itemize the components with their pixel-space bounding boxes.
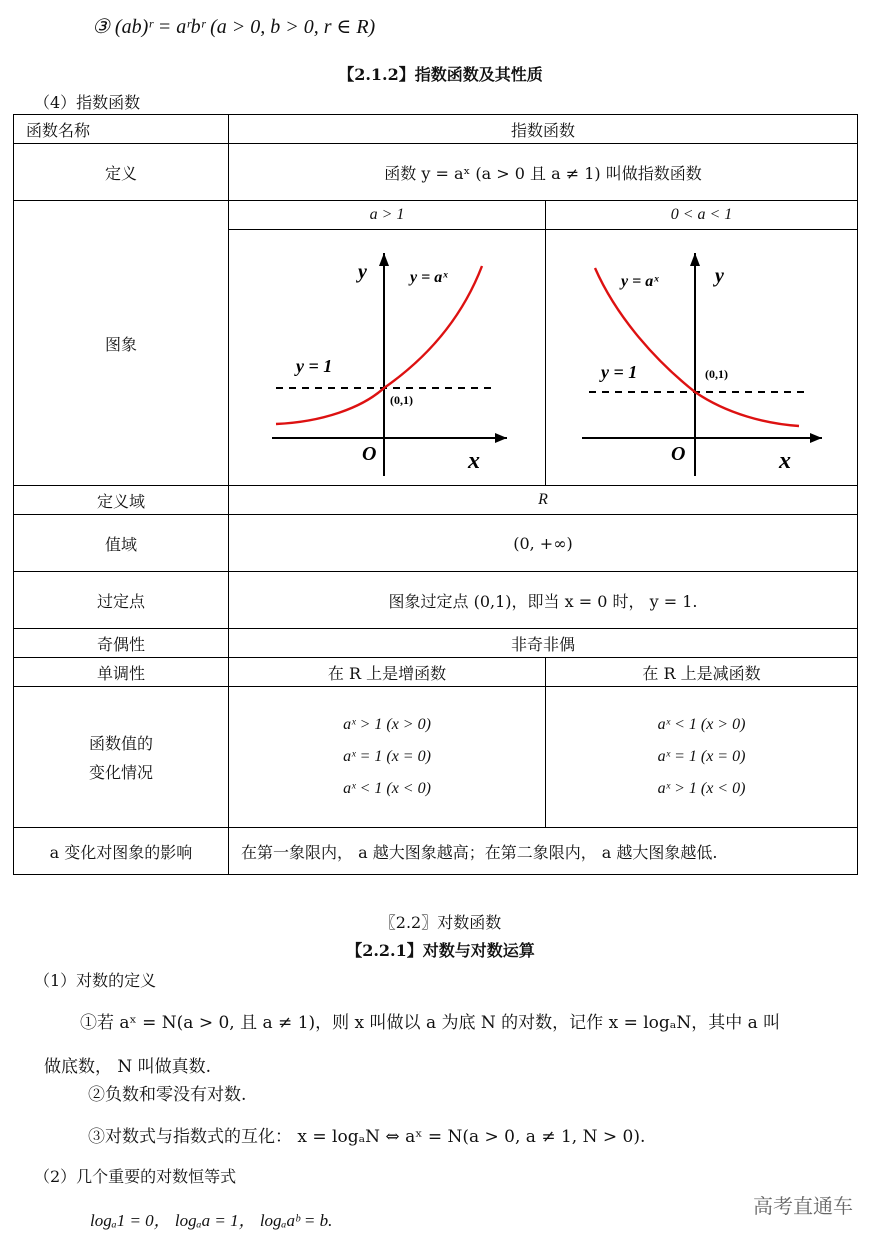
origin-label: O [670,442,685,465]
x-axis-label: x [778,447,791,474]
range-label: 值域 [14,515,229,572]
value-change-decreasing [546,687,858,828]
x-axis-label: x [468,447,480,474]
paragraph-definition: ①若 aˣ = N(a > 0, 且 a ≠ 1)，则 x 叫做以 a 为底 N 的对数，记作 x = logₐN，其中 a 叫 [80,1013,781,1033]
value-change-label [14,687,229,828]
change-line: aˣ < 1 (x > 0) [657,716,746,733]
section-title-2-1-2: 【2.1.2】指数函数及其性质 [338,65,543,84]
item-1-heading: （1）对数的定义 [34,971,157,990]
y-axis-arrow-icon [690,253,700,266]
header-function-name: 函数名称 [14,115,229,144]
domain-value: R [229,486,858,515]
section-title-2-2-1: 【2.2.1】对数与对数运算 [346,941,535,960]
fixed-point-row-label: 过定点 [14,572,229,629]
value-change-increasing [229,687,546,828]
change-line: aˣ > 1 (x < 0) [657,780,746,797]
paragraph-conversion: ③对数式与指数式的互化： x = logₐN ⇔ aˣ = N(a > 0, a ≠ 1, N > 0). [88,1127,646,1147]
fixed-point-label: (0,1) [390,392,413,407]
curve-label: y = aˣ [410,268,448,286]
parity-value: 非奇非偶 [229,629,858,658]
definition-value: 函数 y = aˣ (a > 0 且 a ≠ 1) 叫做指数函数 [229,144,858,201]
item-2-heading: （2）几个重要的对数恒等式 [34,1167,237,1186]
monotonicity-decreasing: 在 R 上是减函数 [546,658,858,687]
x-axis-arrow-icon [495,433,507,443]
graph-label: 图象 [14,201,229,486]
domain-label: 定义域 [14,486,229,515]
paragraph-definition-cont: 做底数， N 叫做真数. [44,1057,212,1077]
log-identities: logₐ1 = 0， logₐa = 1， logₐaᵇ = b. [90,1211,333,1230]
watermark-text: 高考直通车 [753,1194,853,1218]
range-value: (0, +∞) [229,515,858,572]
y-axis-label: y [714,264,724,287]
section-title-2-2: 〖2.2〗对数函数 [379,913,502,932]
case-a-greater-1: a > 1 [229,201,546,230]
curve-label: y = aˣ [620,272,659,290]
parity-label: 奇偶性 [14,629,229,658]
exponential-curve [276,266,482,424]
line-label: y = 1 [296,355,333,376]
case-a-between-0-1: 0 < a < 1 [546,201,858,230]
value-change-label-line2: 变化情况 [88,763,153,782]
exponential-function-table [13,114,858,875]
header-exponential-function: 指数函数 [229,115,858,144]
effect-label: a 变化对图象的影响 [14,828,229,875]
line-label: y = 1 [600,361,637,382]
monotonicity-label: 单调性 [14,658,229,687]
decreasing-exponential-graph [577,238,827,478]
graph-cell-decreasing [546,230,858,486]
y-axis-arrow-icon [379,253,389,266]
change-line: aˣ = 1 (x = 0) [657,748,746,765]
monotonicity-increasing: 在 R 上是增函数 [229,658,546,687]
change-line: aˣ < 1 (x < 0) [343,780,431,797]
change-line: aˣ > 1 (x > 0) [343,716,431,733]
x-axis-arrow-icon [810,433,822,443]
exponential-curve [595,268,799,426]
increasing-exponential-graph [262,238,512,478]
origin-label: O [362,442,377,465]
value-change-label-line1: 函数值的 [88,734,153,753]
fixed-point-value: 图象过定点 (0,1)，即当 x = 0 时， y = 1. [229,572,858,629]
y-axis-label: y [358,260,367,283]
item-4-heading: （4）指数函数 [34,93,141,112]
paragraph-no-log-negative: ②负数和零没有对数. [88,1085,247,1105]
definition-label: 定义 [14,144,229,201]
effect-value: 在第一象限内， a 越大图象越高；在第二象限内， a 越大图象越低. [229,828,858,875]
power-rule-formula: ③ (ab)ʳ = aʳbʳ (a > 0, b > 0, r ∈ R) [92,16,376,38]
fixed-point-label: (0,1) [704,366,728,381]
change-line: aˣ = 1 (x = 0) [343,748,431,765]
graph-cell-increasing [229,230,546,486]
